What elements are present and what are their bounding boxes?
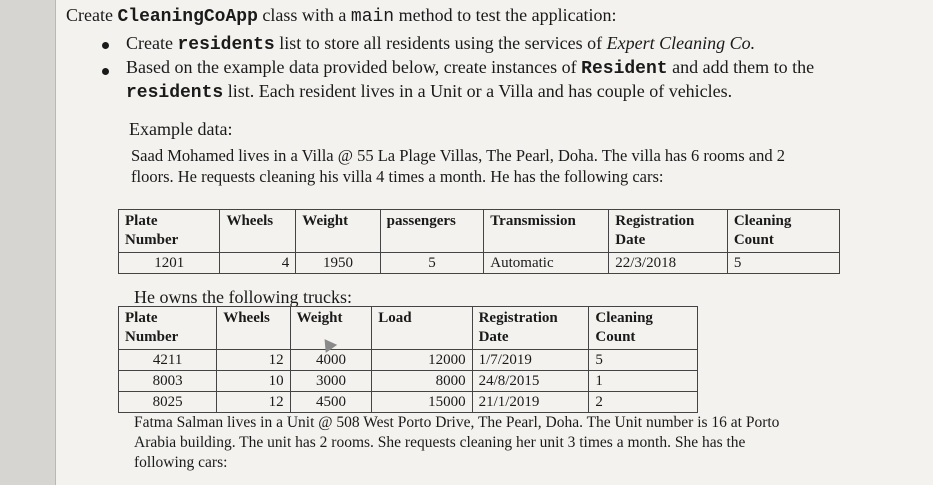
cell-cleaning-count: 5 <box>727 253 839 274</box>
villa-paragraph-line-2: floors. He requests cleaning his villa 4 times a month. He has the following cars: <box>131 167 664 186</box>
cell-wheels: 10 <box>217 371 290 392</box>
col-passengers: passengers <box>380 210 484 253</box>
residents-code: residents <box>177 35 275 55</box>
col-registration-date: Registration Date <box>609 210 728 253</box>
table-header-row <box>119 210 840 253</box>
bullet-2-line-2 <box>126 80 732 104</box>
col-cleaning-count: Cleaning Count <box>589 307 698 350</box>
trucks-table <box>118 306 698 413</box>
class-name-code: CleaningCoApp <box>117 7 258 27</box>
residents-code-2: residents <box>126 83 224 103</box>
cell-registration-date: 24/8/2015 <box>472 371 589 392</box>
cell-plate: 8025 <box>119 392 217 413</box>
cell-wheels: 4 <box>220 253 296 274</box>
col-weight: Weight <box>296 210 380 253</box>
col-cleaning-count: Cleaning Count <box>727 210 839 253</box>
bullet-1 <box>126 32 755 56</box>
cell-cleaning-count: 5 <box>589 350 698 371</box>
cell-plate: 1201 <box>119 253 220 274</box>
bullet-2-text-2: list. Each resident lives in a Unit or a Villa and has couple of vehicles. <box>223 81 733 101</box>
cell-cleaning-count: 2 <box>589 392 698 413</box>
bullet-2-text-end: and add them to the <box>667 57 815 77</box>
col-plate: Plate Number <box>119 210 220 253</box>
company-name: Expert Cleaning Co. <box>606 33 756 53</box>
cell-weight: 4500 <box>290 392 372 413</box>
cell-plate: 4211 <box>119 350 217 371</box>
heading-text-mid: class with a <box>257 5 351 25</box>
cell-weight: 1950 <box>296 253 380 274</box>
col-transmission: Transmission <box>484 210 609 253</box>
resident-code: Resident <box>581 59 668 79</box>
unit-paragraph-line-2: Arabia building. The unit has 2 rooms. She requests cleaning her unit 3 times a month. She has the <box>134 434 746 451</box>
cell-weight: 3000 <box>290 371 372 392</box>
cell-registration-date: 1/7/2019 <box>472 350 589 371</box>
main-method-code: main <box>350 7 395 27</box>
bullet-dot <box>102 68 109 75</box>
cell-cleaning-count: 1 <box>589 371 698 392</box>
col-wheels: Wheels <box>220 210 296 253</box>
cars-table <box>118 209 840 274</box>
unit-paragraph-line-3: following cars: <box>134 454 228 471</box>
col-weight: Weight <box>290 307 372 350</box>
table-row <box>119 371 698 392</box>
cell-load: 8000 <box>372 371 472 392</box>
unit-paragraph-line-1: Fatma Salman lives in a Unit @ 508 West Porto Drive, The Pearl, Doha. The Unit number is 16 at Porto <box>134 414 780 431</box>
table-row <box>119 350 698 371</box>
cell-registration-date: 22/3/2018 <box>609 253 728 274</box>
cell-weight: 4000 <box>290 350 372 371</box>
cell-wheels: 12 <box>217 392 290 413</box>
bullet-2-line-1 <box>126 56 814 80</box>
heading-text: Create <box>66 5 118 25</box>
cell-load: 12000 <box>372 350 472 371</box>
heading-text-end: method to test the application: <box>394 5 617 25</box>
bullet-2-text: Based on the example data provided below, create instances of <box>126 57 582 77</box>
table-row <box>119 392 698 413</box>
col-plate: Plate Number <box>119 307 217 350</box>
cell-load: 15000 <box>372 392 472 413</box>
table-header-row <box>119 307 698 350</box>
cell-wheels: 12 <box>217 350 290 371</box>
example-data-label: Example data: <box>129 119 233 139</box>
trucks-label: He owns the following trucks: <box>134 287 352 307</box>
heading <box>66 4 617 28</box>
villa-paragraph-line-1: Saad Mohamed lives in a Villa @ 55 La Plage Villas, The Pearl, Doha. The villa has 6 rooms and 2 <box>131 146 785 165</box>
cell-transmission: Automatic <box>484 253 609 274</box>
bullet-dot <box>102 42 109 49</box>
cell-passengers: 5 <box>380 253 484 274</box>
cell-plate: 8003 <box>119 371 217 392</box>
document-page <box>55 0 933 485</box>
col-registration-date: Registration Date <box>472 307 589 350</box>
col-load: Load <box>372 307 472 350</box>
col-wheels: Wheels <box>217 307 290 350</box>
bullet-1-text: Create <box>126 33 178 53</box>
table-row <box>119 253 840 274</box>
bullet-1-text-mid: list to store all residents using the services of <box>274 33 607 53</box>
cell-registration-date: 21/1/2019 <box>472 392 589 413</box>
